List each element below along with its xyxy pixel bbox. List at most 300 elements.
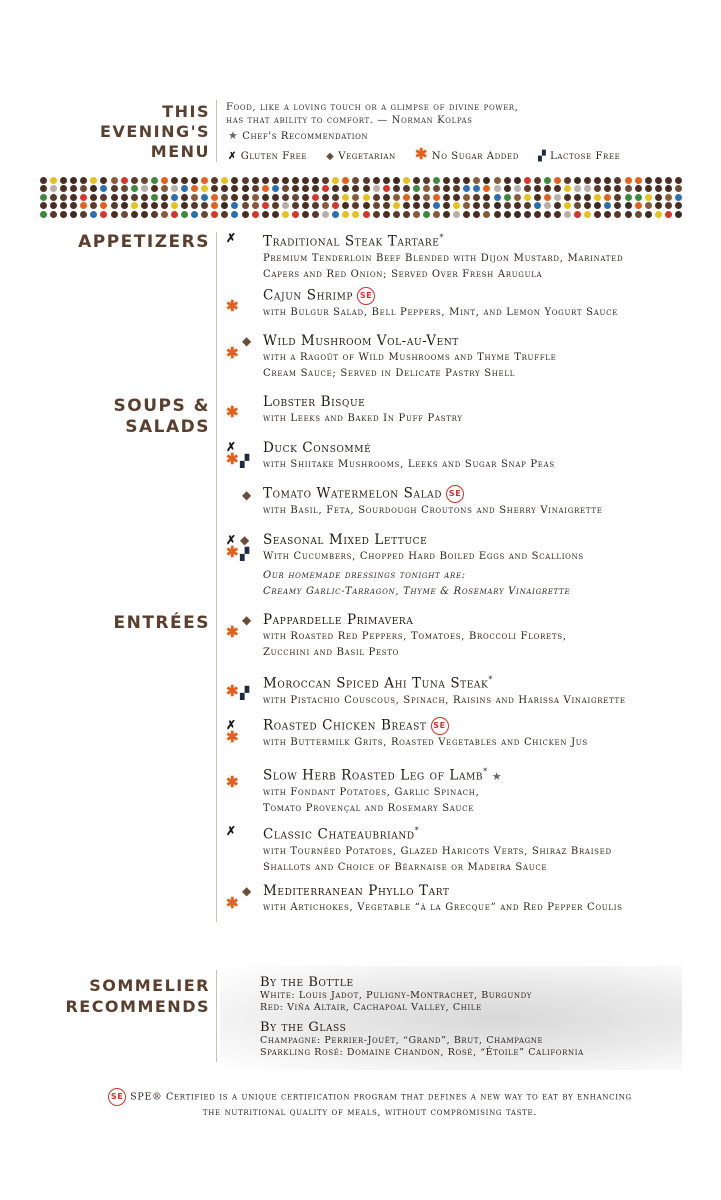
decorative-dot (534, 177, 541, 184)
dressing-list: Creamy Garlic-Tarragon, Thyme & Rosemary Vinaigrette (263, 586, 571, 597)
decorative-dot (584, 194, 591, 201)
decorative-dot (554, 177, 561, 184)
decorative-dot (161, 177, 168, 184)
decorative-dot (403, 211, 410, 218)
vegetarian-icon: ◆ (242, 884, 252, 898)
decorative-dot (413, 194, 420, 201)
decorative-dot (403, 202, 410, 209)
decorative-dot (625, 194, 632, 201)
icons-ahi-tuna (222, 682, 262, 721)
legend-vegetarian-label: Vegetarian (338, 151, 396, 162)
item-pappardelle (263, 612, 683, 661)
section-soups-line-2: SALADS (125, 417, 210, 437)
decorative-dot (231, 177, 238, 184)
decorative-dot (191, 194, 198, 201)
decorative-dot (100, 194, 107, 201)
decorative-dot (645, 211, 652, 218)
no-sugar-icon: ✱ (414, 145, 429, 163)
decorative-dot (584, 185, 591, 192)
decorative-dot (504, 194, 511, 201)
decorative-dot (433, 194, 440, 201)
decorative-dot (80, 194, 87, 201)
decorative-dot (383, 194, 390, 201)
decorative-dot (121, 202, 128, 209)
decorative-dot (534, 194, 541, 201)
decorative-dot (181, 194, 188, 201)
decorative-dot (665, 177, 672, 184)
decorative-dot (211, 177, 218, 184)
decorative-dot (604, 194, 611, 201)
decorative-dot (655, 202, 662, 209)
item-desc: Zucchini and Basil Pesto (263, 647, 400, 658)
item-cajun-shrimp (263, 287, 683, 321)
decorative-dot (564, 185, 571, 192)
item-name: Roasted Chicken Breast (263, 717, 427, 734)
decorative-dot (70, 202, 77, 209)
decorative-dot (70, 211, 77, 218)
decorative-dot (393, 202, 400, 209)
vegetarian-icon: ◆ (242, 488, 252, 502)
item-desc: with Artichokes, Vegetable “à la Grecque” and Red Pepper Coulis (263, 902, 623, 913)
menu-title (100, 102, 210, 162)
decorative-dot (564, 177, 571, 184)
sommelier-divider (216, 970, 217, 1062)
decorative-dot (272, 177, 279, 184)
legend-vegetarian (326, 151, 396, 162)
icons-tomato-salad (222, 489, 262, 525)
decorative-dot (171, 202, 178, 209)
decorative-dot (625, 202, 632, 209)
quote-line-1: Food, like a loving touch or a glimpse of divine power, (226, 102, 519, 113)
dressing-note: Our homemade dressings tonight are: (263, 570, 466, 581)
decorative-dot (363, 177, 370, 184)
decorative-dot (322, 185, 329, 192)
decorative-dot (635, 177, 642, 184)
decorative-dot (40, 185, 47, 192)
legend-row (228, 144, 698, 163)
decorative-dot (252, 194, 259, 201)
footer-line-1: SPE® Certified is a unique certification program that defines a new way to eat by enhancing (130, 1091, 632, 1103)
no-sugar-icon: ✱ (226, 728, 239, 746)
vegetarian-icon: ◆ (242, 334, 252, 348)
decorative-dot (50, 211, 57, 218)
item-name: Classic Chateaubriand (263, 826, 415, 843)
decorative-dot (272, 185, 279, 192)
decorative-dot (131, 211, 138, 218)
decorative-dot (453, 194, 460, 201)
item-name: Wild Mushroom Vol-au-Vent (263, 333, 459, 349)
decorative-dot (332, 202, 339, 209)
decorative-dot (413, 177, 420, 184)
vegetarian-icon: ◆ (326, 151, 335, 162)
decorative-dot (614, 211, 621, 218)
decorative-dot (463, 177, 470, 184)
decorative-dot (574, 202, 581, 209)
no-sugar-icon: ✱ (226, 894, 239, 912)
decorative-dot (604, 211, 611, 218)
decorative-dot (60, 177, 67, 184)
decorative-dot (131, 185, 138, 192)
decorative-dot (211, 194, 218, 201)
decorative-dot (504, 177, 511, 184)
decorative-dot (121, 185, 128, 192)
decorative-dot (514, 211, 521, 218)
decorative-dot (292, 177, 299, 184)
decorative-dot (90, 177, 97, 184)
decorative-dot (473, 202, 480, 209)
decorative-dot (352, 185, 359, 192)
item-name: Duck Consommé (263, 440, 372, 456)
lactose-free-icon: ▞ (240, 686, 250, 700)
decorative-dot (614, 177, 621, 184)
decorative-dot (363, 194, 370, 201)
decorative-dot (413, 185, 420, 192)
item-desc: with Bulgur Salad, Bell Peppers, Mint, and Lemon Yogurt Sauce (263, 307, 618, 318)
decorative-dot (201, 194, 208, 201)
decorative-dot (191, 211, 198, 218)
decorative-dot (494, 202, 501, 209)
decorative-dot (675, 211, 682, 218)
decorative-dot (584, 211, 591, 218)
decorative-dot (302, 211, 309, 218)
decorative-dot (100, 211, 107, 218)
decorative-dot (483, 202, 490, 209)
item-desc: Premium Tenderloin Beef Blended with Dijon Mustard, Marinated (263, 252, 624, 264)
decorative-dot (322, 194, 329, 201)
decorative-dot (574, 194, 581, 201)
no-sugar-icon: ✱ (226, 682, 239, 700)
section-soups-line-1: SOUPS & (113, 396, 210, 416)
decorative-dot (483, 177, 490, 184)
decorative-dot (635, 194, 642, 201)
decorative-dot (423, 211, 430, 218)
sommelier-list (260, 975, 680, 1059)
gluten-free-icon: ✗ (226, 440, 237, 454)
legend-lactose-free-label: Lactose Free (550, 151, 621, 162)
decorative-dot (282, 211, 289, 218)
decorative-dot (252, 185, 259, 192)
decorative-dot (393, 211, 400, 218)
decorative-dot (564, 202, 571, 209)
decorative-dot (665, 194, 672, 201)
decorative-dot (594, 185, 601, 192)
item-desc: with Roasted Red Peppers, Tomatoes, Broccoli Florets, (263, 631, 567, 642)
decorative-dot (423, 194, 430, 201)
decorative-dot (463, 202, 470, 209)
decorative-dot (312, 211, 319, 218)
decorative-dot (181, 177, 188, 184)
item-name: Traditional Steak Tartare (263, 233, 440, 250)
item-chateaubriand (263, 822, 683, 876)
decorative-dot (675, 194, 682, 201)
item-desc: Tomato Provençal and Rosemary Sauce (263, 802, 474, 814)
decorative-dot (191, 177, 198, 184)
decorative-dot (50, 202, 57, 209)
item-desc: Cream Sauce; Served in Delicate Pastry Shell (263, 368, 516, 379)
item-lobster-bisque (263, 394, 683, 427)
decorative-dot (524, 211, 531, 218)
decorative-dot (363, 211, 370, 218)
decorative-dot (504, 185, 511, 192)
decorative-dot (262, 185, 269, 192)
decorative-dot (231, 202, 238, 209)
decorative-dot (584, 202, 591, 209)
decorative-dot (393, 185, 400, 192)
item-desc: with Tournéed Potatoes, Glazed Haricots Verts, Shiraz Braised (263, 845, 612, 857)
no-sugar-icon: ✱ (226, 403, 239, 421)
item-desc: With Cucumbers, Chopped Hard Boiled Eggs and Scallions (263, 551, 584, 562)
decorative-dot (584, 177, 591, 184)
decorative-dot (242, 194, 249, 201)
decorative-dot (604, 185, 611, 192)
decorative-dot (383, 211, 390, 218)
decorative-dot (443, 211, 450, 218)
item-desc: with Pistachio Couscous, Spinach, Raisins and Harissa Vinaigrette (263, 694, 626, 706)
decorative-dot (181, 211, 188, 218)
menu-divider (216, 232, 217, 922)
legend-chef-label: Chef's Recommendation (242, 131, 369, 142)
decorative-dot (473, 194, 480, 201)
item-desc: with Shiitake Mushrooms, Leeks and Sugar Snap Peas (263, 459, 555, 470)
item-lamb (263, 763, 683, 817)
item-mark: * (439, 233, 445, 242)
decorative-dot (231, 211, 238, 218)
decorative-dot (171, 185, 178, 192)
decorative-dot (443, 202, 450, 209)
decorative-dot (625, 185, 632, 192)
decorative-dot (262, 211, 269, 218)
decorative-dot (645, 185, 652, 192)
decorative-dot (151, 194, 158, 201)
decorative-dot (332, 211, 339, 218)
decorative-dot (262, 202, 269, 209)
decorative-dot (181, 185, 188, 192)
decorative-dot (111, 211, 118, 218)
decorative-dot (403, 185, 410, 192)
decorative-dot (121, 194, 128, 201)
chef-star-icon: ★ (228, 129, 239, 142)
decorative-dot (625, 211, 632, 218)
decorative-dot (332, 177, 339, 184)
decorative-dot (282, 202, 289, 209)
decorative-dot (594, 194, 601, 201)
decorative-dot (221, 202, 228, 209)
item-chicken (263, 717, 683, 751)
icons-steak-tartare (222, 232, 262, 268)
decorative-dot (554, 194, 561, 201)
decorative-dot (161, 202, 168, 209)
item-vol-au-vent (263, 333, 683, 382)
decorative-dot (544, 194, 551, 201)
decorative-dot (453, 185, 460, 192)
decorative-dot (645, 194, 652, 201)
decorative-dot (201, 202, 208, 209)
decorative-dot (594, 202, 601, 209)
decorative-dot (242, 185, 249, 192)
decorative-dot (443, 194, 450, 201)
decorative-dot (131, 202, 138, 209)
decorative-dot (201, 177, 208, 184)
decorative-dot (252, 211, 259, 218)
decorative-dot (312, 202, 319, 209)
decorative-dot (363, 202, 370, 209)
decorative-dot (463, 211, 470, 218)
vegetarian-icon: ◆ (242, 613, 252, 627)
decorative-dot (100, 185, 107, 192)
decorative-dot (423, 185, 430, 192)
decorative-dot (302, 185, 309, 192)
decorative-dot (181, 202, 188, 209)
decorative-dot (514, 185, 521, 192)
decorative-dot (161, 185, 168, 192)
decorative-dot (352, 177, 359, 184)
decorative-dot (594, 211, 601, 218)
decorative-dot (383, 177, 390, 184)
section-appetizers: APPETIZERS (78, 232, 210, 252)
decorative-dot (100, 202, 107, 209)
legend-gluten-free (228, 151, 307, 162)
decorative-dot (282, 177, 289, 184)
decorative-dot (574, 177, 581, 184)
decorative-dot (665, 211, 672, 218)
lactose-free-icon: ▞ (240, 547, 250, 561)
decorative-dot (675, 202, 682, 209)
decorative-dot (292, 202, 299, 209)
decorative-dot (151, 211, 158, 218)
decorative-dot (665, 202, 672, 209)
decorative-dot (161, 211, 168, 218)
decorative-dot (70, 185, 77, 192)
decorative-dot (635, 185, 642, 192)
decorative-dot (554, 202, 561, 209)
decorative-dot (242, 202, 249, 209)
decorative-dot (554, 211, 561, 218)
decorative-dot (221, 177, 228, 184)
decorative-dot (564, 194, 571, 201)
icons-mixed-lettuce (222, 534, 262, 570)
decorative-dot (473, 185, 480, 192)
decorative-dot (60, 194, 67, 201)
menu-title-line-2: EVENING'S (100, 122, 211, 141)
item-desc: with a Ragoût of Wild Mushrooms and Thyme Truffle (263, 352, 557, 363)
decorative-dot (373, 194, 380, 201)
decorative-dot (171, 211, 178, 218)
decorative-dot (252, 202, 259, 209)
decorative-dot (342, 202, 349, 209)
by-the-glass-title: By the Glass (260, 1020, 347, 1035)
section-sommelier (20, 975, 210, 1017)
decorative-dot (494, 194, 501, 201)
decorative-dot (453, 202, 460, 209)
decorative-dot (504, 211, 511, 218)
decorative-dot (604, 202, 611, 209)
decorative-dot (121, 211, 128, 218)
decorative-dot (111, 185, 118, 192)
decorative-dot (594, 177, 601, 184)
decorative-dot (292, 185, 299, 192)
footer-line-2: the nutritional quality of meals, without compromising taste. (202, 1107, 538, 1118)
decorative-dot (403, 194, 410, 201)
decorative-dot (282, 194, 289, 201)
decorative-dot (383, 185, 390, 192)
decorative-dot (635, 202, 642, 209)
decorative-dot (272, 194, 279, 201)
quote-line-2: has that ability to comfort. — Norman Kolpas (226, 115, 473, 126)
decorative-dot (514, 194, 521, 201)
item-mark: * (414, 826, 420, 835)
decorative-dot (352, 194, 359, 201)
decorative-dot (564, 211, 571, 218)
decorative-dot (272, 202, 279, 209)
legend-lactose-free (538, 151, 620, 162)
gluten-free-icon: ✗ (226, 718, 237, 732)
item-desc: with Basil, Feta, Sourdough Croutons and Sherry Vinaigrette (263, 505, 603, 516)
decorative-dot (131, 177, 138, 184)
decorative-dot (524, 194, 531, 201)
decorative-dot (443, 185, 450, 192)
decorative-dot (514, 202, 521, 209)
no-sugar-icon: ✱ (226, 543, 239, 561)
decorative-dot (111, 194, 118, 201)
decorative-dot (604, 177, 611, 184)
decorative-dot (272, 211, 279, 218)
spe-footer (90, 1088, 650, 1119)
item-mark: * (483, 767, 488, 776)
legend-chef (228, 129, 368, 142)
decorative-dot (463, 194, 470, 201)
decorative-dot (342, 194, 349, 201)
no-sugar-icon: ✱ (226, 450, 239, 468)
decorative-dot (221, 194, 228, 201)
decorative-dot (322, 177, 329, 184)
decorative-dot (614, 185, 621, 192)
decorative-dot (352, 202, 359, 209)
decorative-dot (433, 211, 440, 218)
decorative-dot (655, 185, 662, 192)
decorative-dot-band (40, 177, 685, 219)
decorative-dot (393, 177, 400, 184)
item-tomato-salad (263, 485, 683, 519)
no-sugar-icon: ✱ (226, 773, 239, 791)
section-sommelier-line-2: RECOMMENDS (65, 997, 210, 1016)
item-name: Pappardelle Primavera (263, 612, 414, 628)
glass-champagne: Champagne: Perrier-Jouët, “Grand”, Brut, Champagne (260, 1035, 544, 1046)
section-soups-salads (40, 396, 210, 438)
decorative-dot (675, 185, 682, 192)
decorative-dot (302, 194, 309, 201)
item-mark: * (488, 675, 493, 684)
decorative-dot (40, 202, 47, 209)
decorative-dot (322, 211, 329, 218)
decorative-dot (242, 177, 249, 184)
decorative-dot (433, 202, 440, 209)
icons-vol-au-vent (222, 335, 262, 371)
decorative-dot (473, 177, 480, 184)
decorative-dot (201, 185, 208, 192)
decorative-dot (40, 211, 47, 218)
decorative-dot (312, 194, 319, 201)
decorative-dot (494, 185, 501, 192)
icons-lobster-bisque (222, 403, 262, 442)
decorative-dot (483, 185, 490, 192)
spe-certified-icon: SE (431, 717, 449, 735)
decorative-dot (211, 202, 218, 209)
gluten-free-icon: ✗ (226, 824, 237, 838)
decorative-dot (574, 185, 581, 192)
item-steak-tartare (263, 229, 683, 283)
spe-certified-icon: SE (357, 287, 375, 305)
decorative-dot (151, 202, 158, 209)
